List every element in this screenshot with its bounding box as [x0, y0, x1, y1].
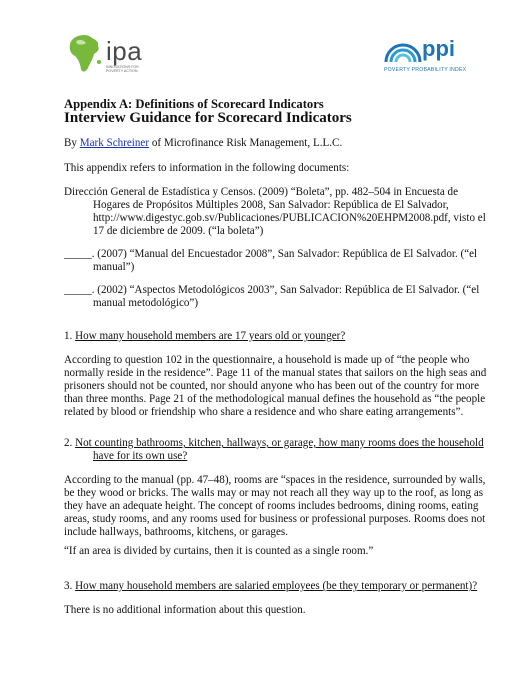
question-3: [64, 580, 477, 593]
question-1-text: How many household members are 17 years old or younger?: [75, 330, 346, 342]
question-2: [64, 437, 484, 450]
ipa-tagline: INNOVATIONS FOR POVERTY ACTION: [106, 65, 139, 73]
reference-2-line-2: manual”): [93, 261, 135, 273]
question-3-body: There is no additional information about this question.: [64, 604, 306, 616]
appendix-heading: Appendix A: Definitions of Scorecard Indicators: [64, 97, 324, 111]
question-1-body-line-1: According to question 102 in the questionnaire, a household is made up of “the people who: [64, 354, 470, 366]
byline: [64, 137, 342, 150]
question-2-body-line-3: they have an adequate height. The concept of rooms includes bedrooms, dining rooms, eating: [64, 500, 479, 512]
ppi-arc-icon: [384, 36, 422, 66]
question-2-body-line-1: According to the manual (pp. 47–48), rooms are “spaces in the residence, surrounded by walls,: [64, 474, 486, 486]
question-3-number: 3.: [64, 580, 73, 592]
reference-1-line-2: Hogares de Propósitos Múltiples 2008, San Salvador: República de El Salvador,: [93, 199, 449, 211]
ppi-wordmark: ppi: [422, 36, 455, 61]
reference-1-line-3: http://www.digestyc.gob.sv/Publicaciones/PUBLICACION%20EHPM2008.pdf, visto el: [93, 212, 486, 224]
question-1-body-line-3: prisoners should not be counted, nor should anyone who has been out of the country for more: [64, 380, 480, 392]
question-3-text: How many household members are salaried employees (be they temporary or permanent)?: [75, 580, 478, 592]
intro-text: This appendix refers to information in the following documents:: [64, 162, 350, 174]
question-2-text-line-2: have for its own use?: [93, 450, 188, 462]
reference-3-line-2: manual metodológico”): [93, 297, 199, 309]
page-title: Interview Guidance for Scorecard Indicators: [64, 110, 352, 126]
question-2-text-line-1: Not counting bathrooms, kitchen, hallways, or garage, how many rooms does the household: [75, 437, 484, 449]
question-1-body-line-5: related by blood or friendship who share a residence and who share eating arrangements”.: [64, 406, 464, 418]
reference-3-line-1: _____. (2002) “Aspectos Metodológicos 2003”, San Salvador: República de El Salvador. (“el: [64, 284, 480, 296]
reference-2-line-1: _____. (2007) “Manual del Encuestador 2008”, San Salvador: República de El Salvador. (“el: [64, 248, 478, 260]
ipa-wordmark: ipa: [106, 36, 143, 66]
reference-1-line-4: 17 de diciembre de 2009. (“la boleta”): [93, 225, 264, 237]
question-2-number: 2.: [64, 437, 73, 449]
question-2-body-line-4: areas, study rooms, and any rooms used for business or professional purposes. Rooms does not: [64, 513, 486, 525]
ipa-logo: [66, 32, 156, 78]
byline-prefix: By: [64, 137, 80, 149]
question-1: [64, 330, 345, 343]
question-1-body-line-4: than three months. Page 21 of the methodological manual defines the household as “the people: [64, 393, 486, 405]
reference-1-line-1: Dirección General de Estadística y Censos. (2009) “Boleta”, pp. 482–504 in Encuesta de: [64, 186, 459, 198]
africa-globe-icon: [66, 32, 106, 76]
question-1-number: 1.: [64, 330, 73, 342]
ppi-logo: [384, 36, 467, 80]
question-2-body-line-2: be they wood or bricks. The walls may or may not reach all they way up to the roof, as long as: [64, 487, 484, 499]
question-1-body-line-2: normally reside in the residence”. Page 11 of the manual states that sailors on the high seas and: [64, 367, 487, 379]
byline-suffix: of Microfinance Risk Management, L.L.C.: [149, 137, 343, 149]
ppi-tagline: POVERTY PROBABILITY INDEX: [384, 67, 467, 73]
question-2-body-quote: “If an area is divided by curtains, then it is counted as a single room.”: [64, 545, 374, 557]
author-link[interactable]: Mark Schreiner: [79, 137, 150, 149]
question-2-body-line-5: include hallways, bathrooms, kitchens, or garages.: [64, 526, 288, 538]
